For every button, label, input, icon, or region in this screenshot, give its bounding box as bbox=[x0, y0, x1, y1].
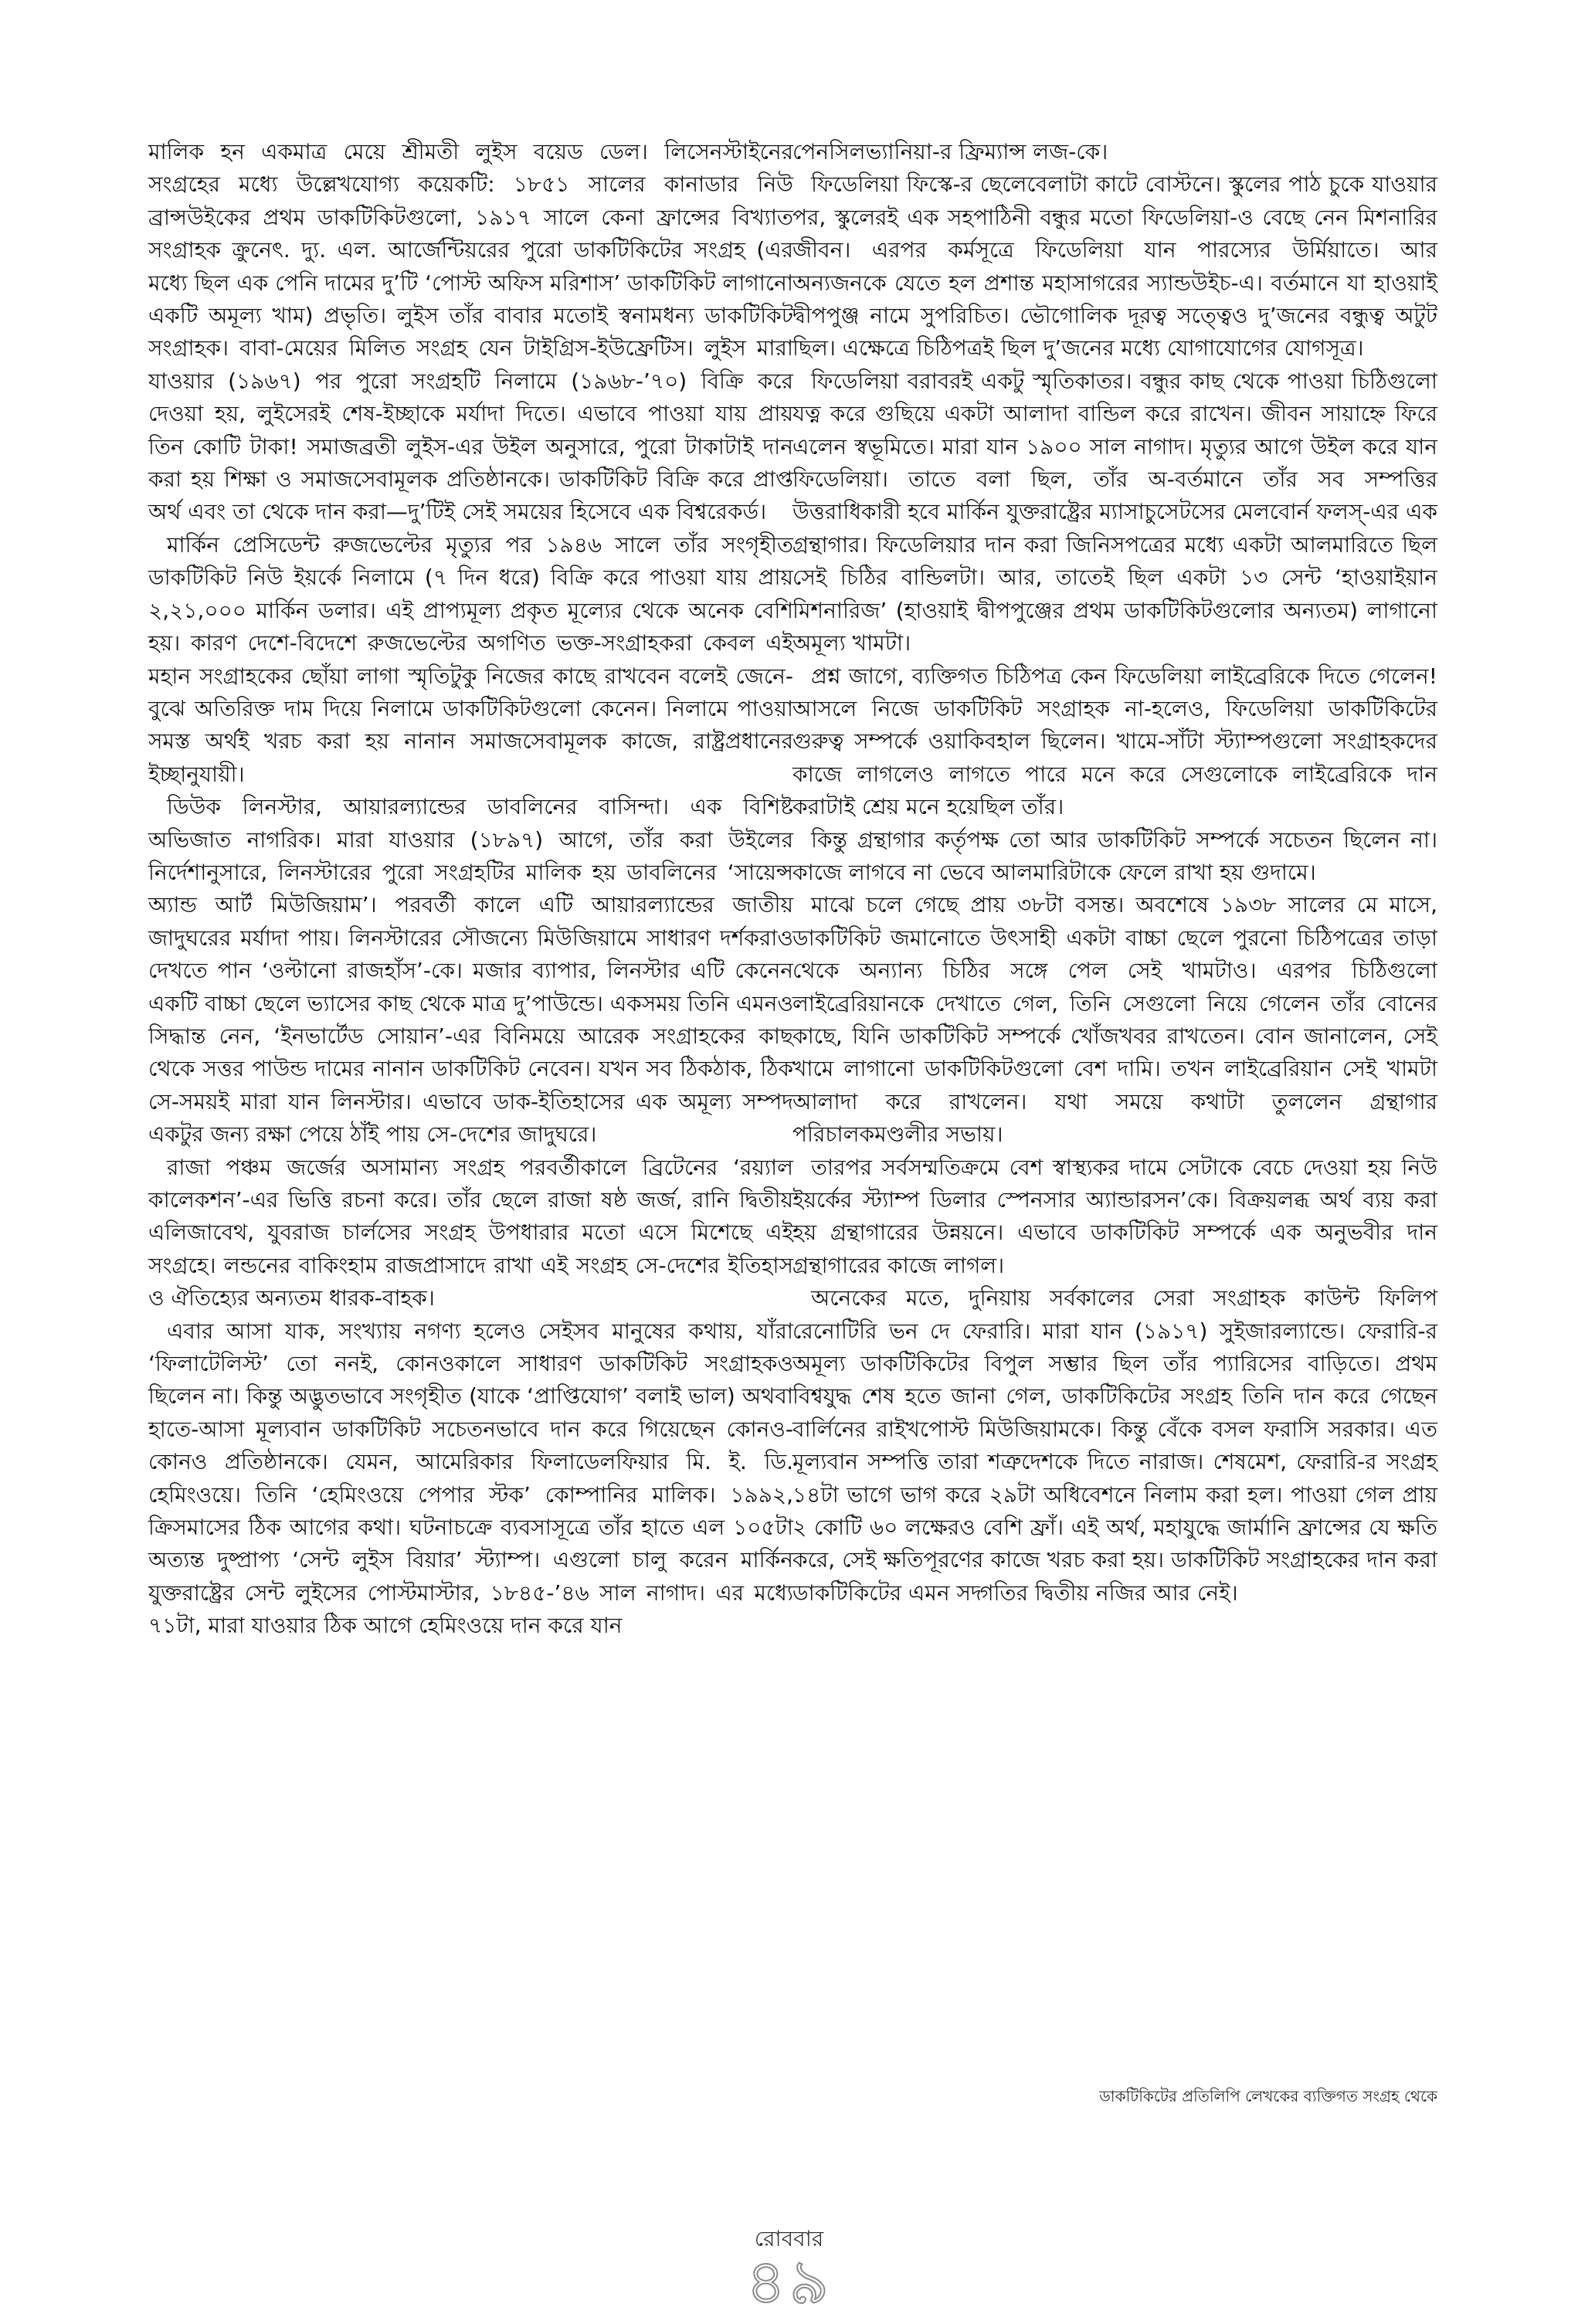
left-column bbox=[148, 136, 793, 1643]
paragraph: মার্কিন প্রেসিডেন্ট রুজভেল্টের মৃত্যুর পর ১৯৪৬ সালে তাঁর সংগৃহীত ডাকটিকিট নিউ ইয়র্কে নিলামে (৭ দিন ধরে) বিক্রি করে পাওয়া যায় প্রায় ২,২১,০০০ মার্কিন ডলার। এই প্রাপ্যমূল্য প্রকৃত মূল্যের থেকে অনেক বেশি হয়। কারণ দেশে-বিদেশে রুজভেল্টের অগণিত ভক্ত-সংগ্রাহকরা কেবল এই মহান সংগ্রাহকের ছোঁয়া লাগা স্মৃতিটুকু নিজের কাছে রাখবেন বলেই জেনে-বুঝে অতিরিক্ত দাম দিয়ে নিলামে ডাকটিকিটগুলো কেনেন। নিলামে পাওয়া সমস্ত অর্থই খরচ করা হয় নানান সমাজসেবামূলক কাজে, রাষ্ট্রপ্রধানের ইচ্ছানুযায়ী। bbox=[148, 531, 793, 787]
image-credit-caption: ডাকটিকিটের প্রতিলিপি লেখকের ব্যক্তিগত সংগ্রহ থেকে bbox=[1099, 2087, 1437, 2105]
paragraph: রাজা পঞ্চম জর্জের অসামান্য সংগ্রহ পরবর্তীকালে ব্রিটেনের ‘রয়্যাল কালেকশন’-এর ভিত্তি রচনা করে। তাঁর ছেলে রাজা ষষ্ঠ জর্জ, রানি দ্বিতীয় এলিজাবেথ, যুবরাজ চার্লসের সংগ্রহ উপধারার মতো এসে মিশেছে এই সংগ্রহে। লন্ডনের বাকিংহাম রাজপ্রাসাদে রাখা এই সংগ্রহ সে-দেশের ইতিহাস ও ঐতিহ্যের অন্যতম ধারক-বাহক। bbox=[148, 1154, 793, 1311]
right-column bbox=[792, 136, 1437, 1610]
paragraph: মালিক হন একমাত্র মেয়ে শ্রীমতী লুইস বয়েড ডেল। লিসেনস্টাইনের সংগ্রহের মধ্যে উল্লেখযোগ্য কয়েকটি: ১৮৫১ সালের কানাডার নিউ ব্রান্সউইকের প্রথম ডাকটিকিটগুলো, ১৯১৭ সালে কেনা ফ্রান্সের বিখ্যাত সংগ্রাহক ক্রুনেৎ. দ্যু. এল. আর্জেন্টিয়রের পুরো ডাকটিকিটের সংগ্রহ (এর মধ্যে ছিল এক পেনি দামের দু’টি ‘পোস্ট অফিস মরিশাস’ ডাকটিকিট লাগানো একটি অমূল্য খাম) প্রভৃতি। লুইস তাঁর বাবার মতোই স্বনামধন্য ডাকটিকিট সংগ্রাহক। বাবা-মেয়ের মিলিত সংগ্রহ যেন টাইগ্রিস-ইউফ্রেটিস। লুইস মারা যাওয়ার (১৯৬৭) পর পুরো সংগ্রহটি নিলামে (১৯৬৮-’৭০) বিক্রি করে দেওয়া হয়, লুইসেরই শেষ-ইচ্ছাকে মর্যাদা দিতে। এভাবে পাওয়া যায় প্রায় তিন কোটি টাকা! সমাজব্রতী লুইস-এর উইল অনুসারে, পুরো টাকাটাই দান করা হয় শিক্ষা ও সমাজসেবামূলক প্রতিষ্ঠানকে। ডাকটিকিট বিক্রি করে প্রাপ্ত অর্থ এবং তা থেকে দান করা—দু’টিই সেই সময়ের হিসেবে এক বিশ্বরেকর্ড। bbox=[148, 139, 793, 525]
magazine-name: রোববার bbox=[754, 2226, 824, 2251]
paragraph: অনেকের মতে, দুনিয়ায় সর্বকালের সেরা সংগ্রাহক কাউন্ট ফিলিপ রেনোটিরি ভন দে ফেরারি। মারা যান (১৯১৭) সুইজারল্যান্ডে। ফেরারি-র অমূল্য ডাকটিকিটের বিপুল সম্ভার ছিল তাঁর প্যারিসের বাড়িতে। প্রথম বিশ্বযুদ্ধ শেষ হতে জানা গেল, ডাকটিকিটের সংগ্রহ তিনি দান করে গেছেন বার্লিনের রাইখপোস্ট মিউজিয়ামকে। কিন্তু বেঁকে বসল ফরাসি সরকার। এত মূল্যবান সম্পত্তি তারা শত্রুদেশকে দিতে নারাজ। শেষমেশ, ফেরারি-র সংগ্রহ ১৪টা ভাগে ভাগ করে ২৯টা অধিবেশনে নিলাম করা হল। পাওয়া গেল প্রায় ২ কোটি ৬০ লক্ষেরও বেশি ফ্রাঁ। এই অর্থ, মহাযুদ্ধে জার্মানি ফ্রান্সের যে ক্ষতি করে, সেই ক্ষতিপূরণের কাজে খরচ করা হয়। ডাকটিকিট সংগ্রাহকের দান করা ডাকটিকিটের এমন সদ্গতির দ্বিতীয় নজির আর নেই। bbox=[792, 1285, 1437, 1606]
paragraph: এবার আসা যাক, সংখ্যায় নগণ্য হলেও সেইসব মানুষের কথায়, যাঁরা ‘ফিলাটেলিস্ট’ তো ননই, কোনওকালে সাধারণ ডাকটিকিট সংগ্রাহকও ছিলেন না। কিন্তু অদ্ভুতভাবে সংগৃহীত (যাকে ‘প্রাপ্তিযোগ’ বলাই ভাল) অথবা হাতে-আসা মূল্যবান ডাকটিকিট সচেতনভাবে দান করে গিয়েছেন কোনও-কোনও প্রতিষ্ঠানকে। যেমন, আমেরিকার ফিলাডেলফিয়ার মি. ই. ডি. হেমিংওয়ে। তিনি ‘হেমিংওয়ে পেপার স্টক’ কোম্পানির মালিক। ১৯৯২, ক্রিসমাসের ঠিক আগের কথা। ঘটনাচক্রে ব্যবসাসূত্রে তাঁর হাতে এল ১০৫টা অত্যন্ত দুষ্প্রাপ্য ‘সেন্ট লুইস বিয়ার’ স্ট্যাম্প। এগুলো চালু করেন মার্কিন যুক্তরাষ্ট্রের সেন্ট লুইসের পোস্টমাস্টার, ১৮৪৫-’৪৬ সাল নাগাদ। এর মধ্যে ৭১টা, মারা যাওয়ার ঠিক আগে হেমিংওয়ে দান করে যান bbox=[148, 1318, 793, 1639]
paragraph: ফিডেলিয়া বরাবরই একটু স্মৃতিকাতর। বন্ধুর কাছ থেকে পাওয়া চিঠিগুলো যত্ন করে গুছিয়ে একটা আলাদা বান্ডিল করে রাখেন। জীবন সায়াহ্নে ফিরে এলেন স্বভূমিতে। মারা যান ১৯০০ সাল নাগাদ। মৃত্যুর আগে উইল করে যান ফিডেলিয়া। তাতে বলা ছিল, তাঁর অ-বর্তমানে তাঁর সব সম্পত্তির উত্তরাধিকারী হবে মার্কিন যুক্তরাষ্ট্রের ম্যাসাচুসেটসের মেলবোর্ন ফলস্-এর এক গ্রন্থাগার। ফিডেলিয়ার দান করা জিনিসপত্রের মধ্যে একটা আলমারিতে ছিল সেই চিঠির বান্ডিলটা। আর, তাতেই ছিল একটা ১৩ সেন্ট ‘হাওয়াইয়ান মিশনারিজ’ (হাওয়াই দ্বীপপুঞ্জের প্রথম ডাকটিকিটগুলোর অন্যতম) লাগানো অমূল্য খামটা। bbox=[792, 368, 1437, 656]
paragraph: কিন্তু গ্রন্থাগার কর্তৃপক্ষ তো আর ডাকটিকিট সম্পর্কে সচেতন ছিলেন না। কাজে লাগবে না ভেবে আলমারিটাকে ফেলে রাখা হয় গুদামে। bbox=[792, 826, 1437, 885]
paragraph: তারপর সর্বসম্মতিক্রমে বেশ স্বাস্থ্যকর দামে সেটাকে বেচে দেওয়া হয় নিউ ইয়র্কের স্ট্যাম্প ডিলার স্পেনসার অ্যান্ডারসন’কে। বিক্রয়লব্ধ অর্থ ব্যয় করা হয় গ্রন্থাগারের উন্নয়নে। এভাবে ডাকটিকিট সম্পর্কে এক অনুভবীর দান গ্রন্থাগারের কাজে লাগল। bbox=[792, 1154, 1437, 1278]
page-number: ৪৯ bbox=[745, 2246, 833, 2318]
paragraph: পেনসিলভ্যানিয়া-র ফ্রিম্যান্স লজ-কে। bbox=[792, 139, 1108, 165]
paragraph: ফিডেলিয়া ফিস্কে-র ছেলেবেলাটা কাটে বোস্টনে। স্কুলের পাঠ চুকে যাওয়ার পর, স্কুলেরই এক সহপাঠিনী বন্ধুর মতো ফিডেলিয়া-ও বেছে নেন মিশনারির জীবন। এরপর কর্মসূত্রে ফিডেলিয়া যান পারস্যের উর্মিয়াতে। আর অন্যজনকে যেতে হল প্রশান্ত মহাসাগরের স্যান্ডউইচ-এ। বর্তমানে যা হাওয়াই দ্বীপপুঞ্জ নামে সুপরিচিত। ভৌগোলিক দূরত্ব সত্ত্বেও দু’জনের বন্ধুত্ব অটুট ছিল। এক্ষেত্রে চিঠিপত্রই ছিল দু’জনের মধ্যে যোগাযোগের যোগসূত্র। bbox=[792, 171, 1437, 361]
paragraph: মাঝে চলে গেছে প্রায় ৩৮টা বসন্ত। অবশেষে ১৯৩৮ সালের মে মাসে, ডাকটিকিট জমানোতে উৎসাহী একটা বাচ্চা ছেলে পুরনো চিঠিপত্রের তাড়া থেকে অন্যান্য চিঠির সঙ্গে পেল সেই খামটাও। এরপর চিঠিগুলো লাইব্রেরিয়ানকে দেখাতে গেল, তিনি সেগুলো নিয়ে গেলেন তাঁর বোনের কাছে, যিনি ডাকটিকিট সম্পর্কে খোঁজখবর রাখতেন। বোন জানালেন, সেই খামে লাগানো ডাকটিকিটগুলো বেশ দামি। তখন লাইব্রেরিয়ান সেই খামটা আলাদা করে রাখলেন। যথা সময়ে কথাটা তুললেন গ্রন্থাগার পরিচালকমণ্ডলীর সভায়। bbox=[792, 892, 1437, 1148]
paragraph: ডিউক লিনস্টার, আয়ারল্যান্ডের ডাবলিনের বাসিন্দা। এক বিশিষ্ট অভিজাত নাগরিক। মারা যাওয়ার (১৮৯৭) আগে, তাঁর করা উইলের নির্দেশানুসারে, লিনস্টারের পুরো সংগ্রহটির মালিক হয় ডাবলিনের ‘সায়েন্স অ্যান্ড আর্ট মিউজিয়াম’। পরবর্তী কালে এটি আয়ারল্যান্ডের জাতীয় জাদুঘরের মর্যাদা পায়। লিনস্টারের সৌজন্যে মিউজিয়ামে সাধারণ দর্শকরাও দেখতে পান ‘ওল্টানো রাজহাঁস’-কে। মজার ব্যাপার, লিনস্টার এটি কেনেন একটি বাচ্চা ছেলে ভ্যাসের কাছ থেকে মাত্র দু’পাউন্ডে। একসময় তিনি এমনও সিদ্ধান্ত নেন, ‘ইনভার্টেড সোয়ান’-এর বিনিময়ে আরেক সংগ্রাহকের কাছ থেকে সত্তর পাউন্ড দামের নানান ডাকটিকিট নেবেন। যখন সব ঠিকঠাক, ঠিক সে-সময়ই মারা যান লিনস্টার। এভাবে ডাক-ইতিহাসের এক অমূল্য সম্পদ একটুর জন্য রক্ষা পেয়ে ঠাঁই পায় সে-দেশের জাদুঘরে। bbox=[148, 794, 793, 1148]
paragraph: প্রশ্ন জাগে, ব্যক্তিগত চিঠিপত্র কেন ফিডেলিয়া লাইব্রেরিকে দিতে গেলেন! আসলে নিজে ডাকটিকিট সংগ্রাহক না-হলেও, ফিডেলিয়া ডাকটিকিটের গুরুত্ব সম্পর্কে ওয়াকিবহাল ছিলেন। খামে-সাঁটা স্ট্যাম্পগুলো সংগ্রাহকদের কাজে লাগলেও লাগতে পারে মনে করে সেগুলোকে লাইব্রেরিকে দান করাটাই শ্রেয় মনে হয়েছিল তাঁর। bbox=[792, 663, 1437, 820]
